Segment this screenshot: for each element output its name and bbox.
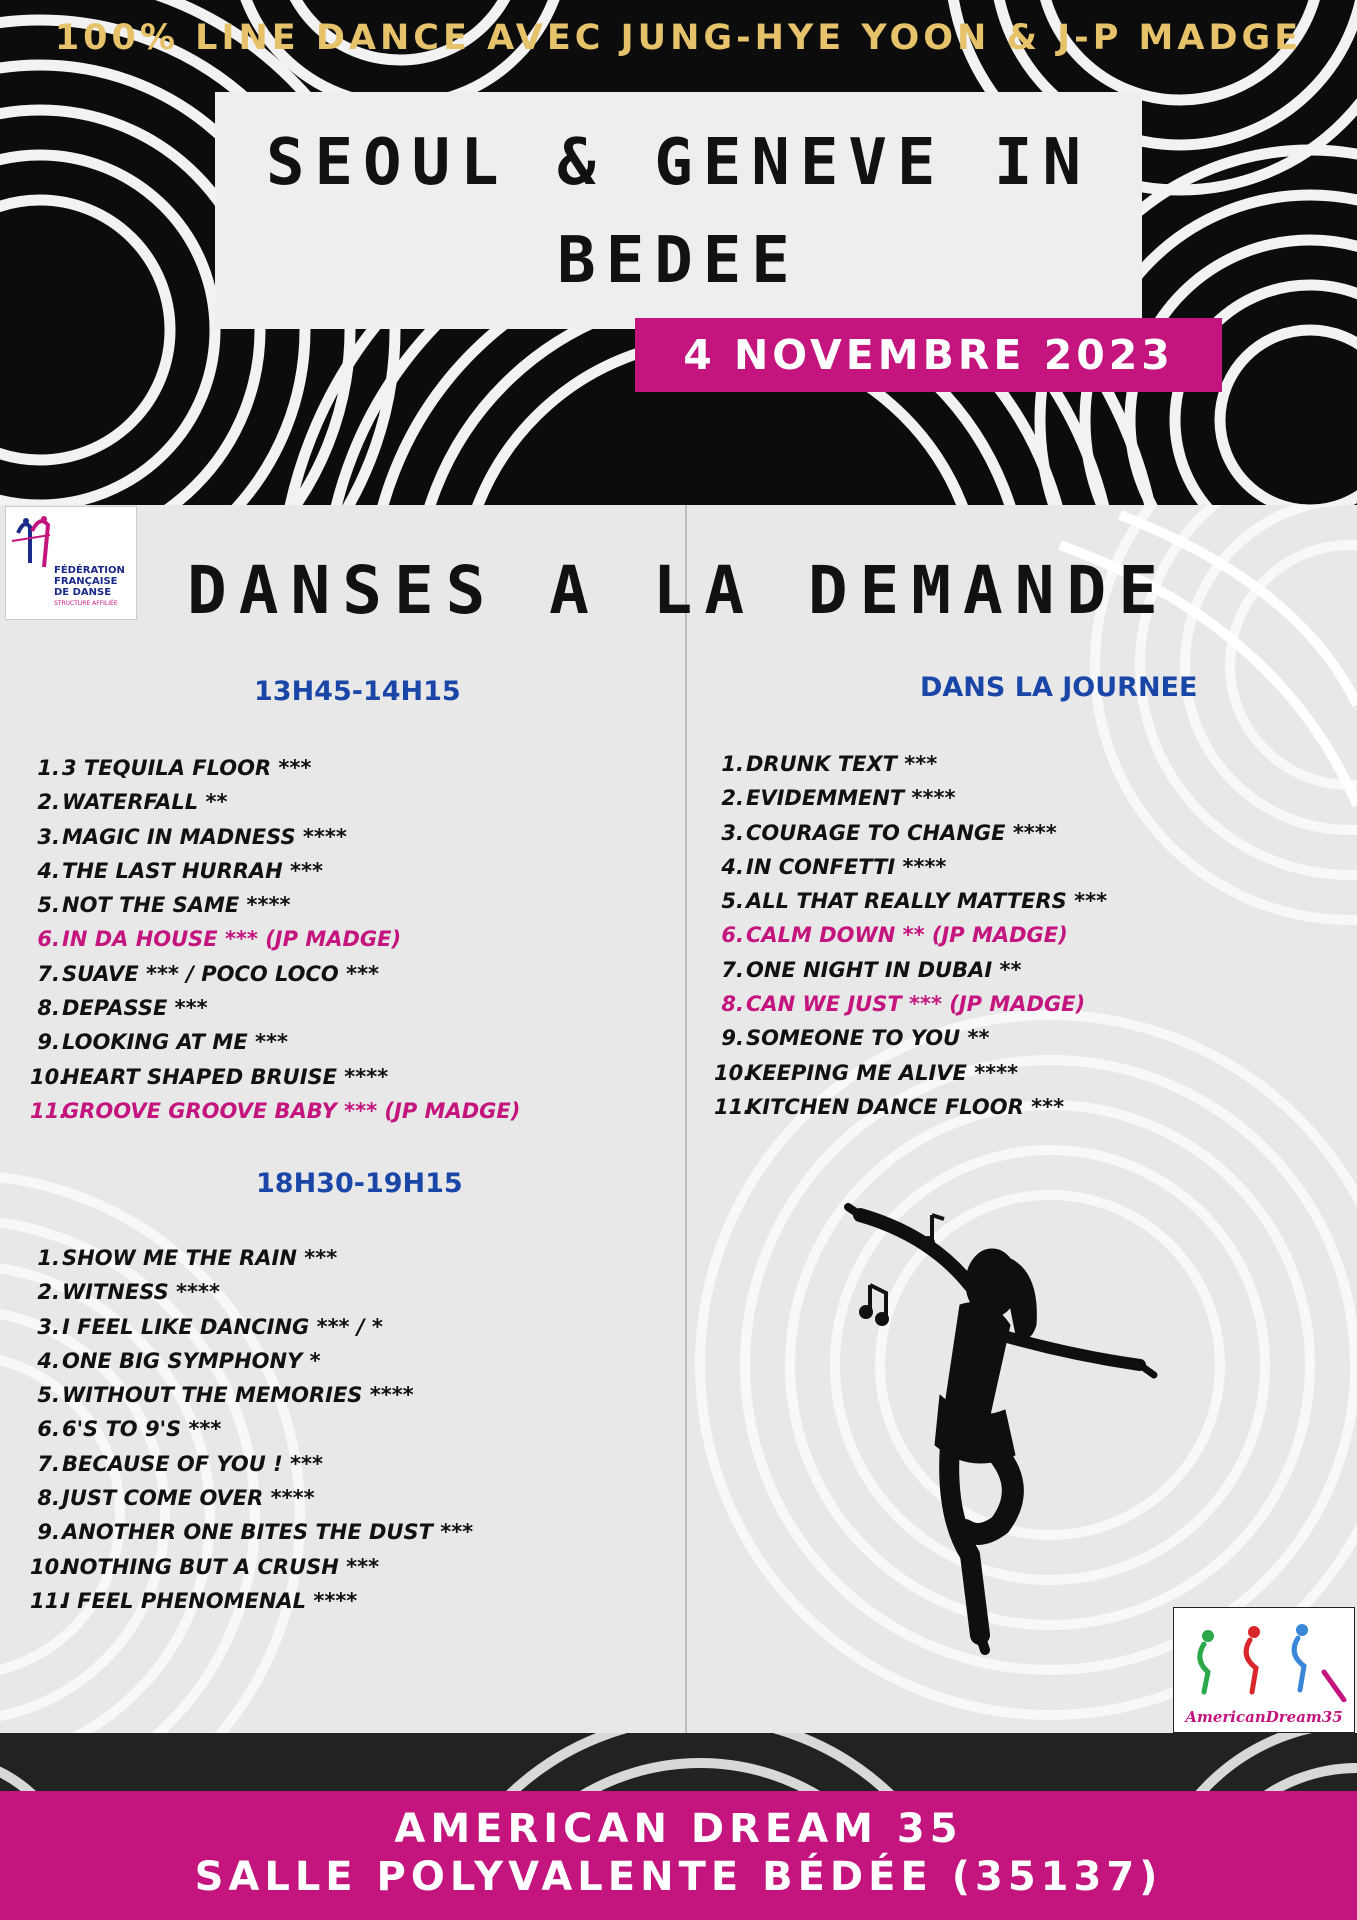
list-item-number: 10.: [30, 1554, 68, 1579]
list-item: [30, 957, 520, 991]
list-item-number: 7.: [37, 1451, 60, 1476]
list-item-label: WITHOUT THE MEMORIES ****: [62, 1383, 414, 1408]
title-box: [215, 92, 1142, 329]
list-item-label: NOT THE SAME ****: [62, 893, 291, 918]
list-item-label: CALM DOWN ** (JP MADGE): [746, 923, 1068, 948]
list-item: [30, 1241, 473, 1275]
session-1-title: 13H45-14H15: [254, 676, 461, 707]
list-item: [714, 781, 1107, 815]
list-item-number: 5.: [721, 889, 744, 914]
list-item-number: 8.: [37, 1486, 60, 1511]
list-item-number: 4.: [721, 854, 744, 879]
list-item-number: 5.: [37, 1383, 60, 1408]
list-item-label: ANOTHER ONE BITES THE DUST ***: [62, 1520, 474, 1545]
list-item-label: ALL THAT REALLY MATTERS ***: [746, 889, 1108, 914]
list-item: [30, 1515, 473, 1549]
list-item: [714, 816, 1107, 850]
list-item-number: 2.: [37, 1280, 60, 1305]
list-item: [30, 991, 520, 1025]
list-item-label: 6'S TO 9'S ***: [62, 1417, 222, 1442]
list-item: [714, 747, 1107, 781]
list-item: [30, 854, 520, 888]
list-item-number: 8.: [37, 996, 60, 1021]
list-item: [30, 922, 520, 956]
list-item-label: THE LAST HURRAH ***: [62, 858, 324, 883]
list-item-label: BECAUSE OF YOU ! ***: [62, 1451, 323, 1476]
list-item-number: 11.: [30, 1588, 68, 1613]
ffd-logo-subtext: STRUCTURE AFFILIÉE: [54, 600, 118, 607]
session-3-title: DANS LA JOURNEE: [920, 672, 1198, 703]
list-item-label: IN DA HOUSE *** (JP MADGE): [62, 927, 402, 952]
list-item: [714, 987, 1107, 1021]
list-item-number: 1.: [37, 756, 60, 780]
list-item: [30, 1310, 473, 1344]
list-item: [30, 1412, 473, 1446]
list-item-label: SOMEONE TO YOU **: [746, 1026, 990, 1051]
list-item-number: 8.: [721, 992, 744, 1017]
list-item: [30, 1378, 473, 1412]
list-item-label: IN CONFETTI ****: [746, 854, 947, 879]
list-item-number: 3.: [721, 820, 744, 845]
header-tagline: 100% LINE DANCE AVEC JUNG-HYE YOON & J-P MADGE: [54, 18, 1303, 58]
list-item-number: 2.: [37, 790, 60, 815]
list-item: [30, 1094, 520, 1128]
list-item: [714, 1056, 1107, 1090]
column-divider: [685, 505, 687, 1733]
footer-location: SALLE POLYVALENTE BÉDÉE (35137): [194, 1854, 1163, 1900]
list-item-number: 1.: [37, 1246, 60, 1270]
session-2-list: [30, 1241, 473, 1618]
list-item: [30, 1584, 473, 1618]
list-item-number: 3.: [37, 824, 60, 849]
list-item: [30, 1481, 473, 1515]
list-item-label: GROOVE GROOVE BABY *** (JP MADGE): [62, 1098, 521, 1123]
list-item: [30, 1275, 473, 1309]
list-item-number: 6.: [37, 927, 60, 952]
list-item: [30, 785, 520, 819]
event-date: 4 NOVEMBRE 2023: [635, 318, 1222, 392]
list-item-label: NOTHING BUT A CRUSH ***: [62, 1554, 380, 1579]
list-item-label: HEART SHAPED BRUISE ****: [62, 1064, 389, 1089]
list-item-label: SUAVE *** / POCO LOCO ***: [62, 961, 380, 986]
session-1-list: [30, 751, 520, 1128]
list-item-label: SHOW ME THE RAIN ***: [62, 1246, 338, 1270]
list-item: [714, 953, 1107, 987]
list-item: [714, 884, 1107, 918]
list-item: [714, 1021, 1107, 1055]
list-item-label: I FEEL PHENOMENAL ****: [62, 1588, 358, 1613]
list-item-label: ONE BIG SYMPHONY *: [62, 1348, 321, 1373]
list-item: [30, 1025, 520, 1059]
footer-venue: [0, 1791, 1357, 1920]
list-item-number: 9.: [37, 1030, 60, 1055]
list-item-label: COURAGE TO CHANGE ****: [746, 820, 1057, 845]
event-title: SEOUL & GENEVE IN BEDEE: [265, 126, 1092, 298]
list-item: [30, 1344, 473, 1378]
american-dream-logo-text: AmericanDream35: [1185, 1708, 1343, 1726]
list-item-number: 6.: [37, 1417, 60, 1442]
list-item-label: LOOKING AT ME ***: [62, 1030, 288, 1055]
list-item: [30, 1060, 520, 1094]
list-item-number: 10.: [714, 1060, 752, 1085]
list-item-number: 1.: [721, 752, 744, 776]
dancer-silhouette-icon: [840, 1195, 1160, 1655]
footer-organizer: AMERICAN DREAM 35: [394, 1806, 963, 1852]
list-item: [30, 751, 520, 785]
list-item-number: 7.: [721, 957, 744, 982]
list-item-label: ONE NIGHT IN DUBAI **: [746, 957, 1022, 982]
list-item-number: 11.: [714, 1094, 752, 1119]
session-3-list: [714, 747, 1107, 1124]
list-item-number: 4.: [37, 1348, 60, 1373]
list-item: [30, 1447, 473, 1481]
list-item-number: 5.: [37, 893, 60, 918]
list-item-number: 2.: [721, 786, 744, 811]
list-item-label: WITNESS ****: [62, 1280, 220, 1305]
list-item-label: DEPASSE ***: [62, 996, 208, 1021]
session-2-title: 18H30-19H15: [256, 1168, 463, 1199]
list-item: [30, 820, 520, 854]
list-item: [30, 1550, 473, 1584]
american-dream-logo: [1173, 1607, 1355, 1733]
list-item-number: 4.: [37, 858, 60, 883]
list-item-number: 9.: [37, 1520, 60, 1545]
list-item-number: 6.: [721, 923, 744, 948]
list-item-label: I FEEL LIKE DANCING *** / *: [62, 1314, 383, 1339]
list-item-number: 9.: [721, 1026, 744, 1051]
list-item-label: CAN WE JUST *** (JP MADGE): [746, 992, 1086, 1017]
list-item: [30, 888, 520, 922]
list-item-label: KITCHEN DANCE FLOOR ***: [746, 1094, 1065, 1119]
list-item-label: EVIDEMMENT ****: [746, 786, 956, 811]
list-item-label: WATERFALL **: [62, 790, 228, 815]
section-heading: DANSES A LA DEMANDE: [187, 552, 1170, 629]
list-item-label: KEEPING ME ALIVE ****: [746, 1060, 1019, 1085]
list-item-label: DRUNK TEXT ***: [746, 752, 938, 776]
list-item-label: JUST COME OVER ****: [62, 1486, 315, 1511]
list-item-number: 11.: [30, 1098, 68, 1123]
list-item-number: 7.: [37, 961, 60, 986]
list-item: [714, 918, 1107, 952]
list-item-label: 3 TEQUILA FLOOR ***: [62, 756, 312, 780]
list-item: [714, 850, 1107, 884]
list-item-label: MAGIC IN MADNESS ****: [62, 824, 347, 849]
dancers-logo-icon: [1174, 1612, 1354, 1702]
ffd-logo-text: FÉDÉRATION FRANÇAISE DE DANSE: [54, 565, 125, 598]
list-item-number: 3.: [37, 1314, 60, 1339]
list-item: [714, 1090, 1107, 1124]
list-item-number: 10.: [30, 1064, 68, 1089]
